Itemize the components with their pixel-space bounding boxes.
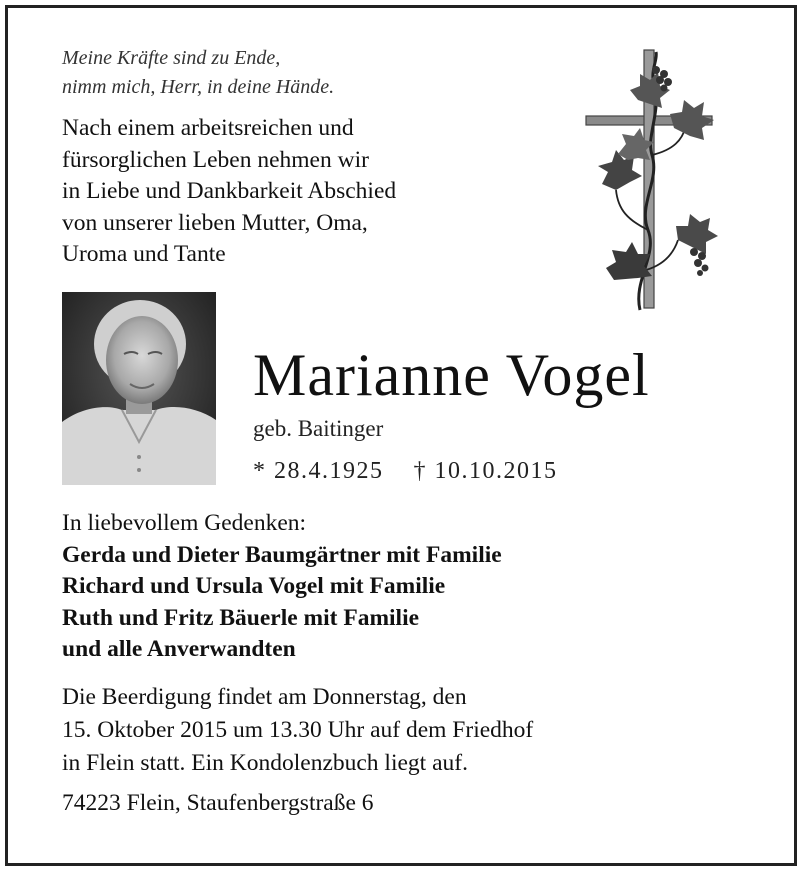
life-dates: [253, 458, 558, 485]
funeral-line: Die Beerdigung findet am Donnerstag, den: [62, 684, 467, 710]
intro-line: fürsorglichen Leben nehmen wir: [62, 146, 369, 173]
verse-line: Meine Kräfte sind zu Ende,: [62, 47, 281, 69]
mourner-line: Richard und Ursula Vogel mit Familie: [62, 573, 446, 599]
maiden-name: geb. Baitinger: [253, 416, 384, 441]
verse-line: nimm mich, Herr, in deine Hände.: [62, 76, 335, 98]
death-date: † 10.10.2015: [413, 458, 558, 484]
portrait-photo: [62, 292, 216, 485]
intro-line: von unserer lieben Mutter, Oma,: [62, 209, 368, 236]
funeral-info: [62, 681, 533, 780]
birth-date: * 28.4.1925: [253, 458, 384, 484]
mourners: [62, 508, 502, 666]
funeral-line: in Flein statt. Ein Kondolenzbuch liegt auf.: [62, 750, 468, 776]
funeral-line: 15. Oktober 2015 um 13.30 Uhr auf dem Friedhof: [62, 717, 534, 743]
intro-text: [62, 113, 396, 271]
address: 74223 Flein, Staufenbergstraße 6: [62, 790, 374, 816]
intro-line: Uroma und Tante: [62, 241, 226, 267]
cross-with-vine-icon: [578, 40, 718, 320]
intro-line: Nach einem arbeitsreichen und: [62, 115, 354, 141]
mourner-line: und alle Anverwandten: [62, 636, 296, 662]
mourner-line: Ruth und Fritz Bäuerle mit Familie: [62, 604, 420, 631]
mourner-line: Gerda und Dieter Baumgärtner mit Familie: [62, 541, 502, 568]
intro-line: in Liebe und Dankbarkeit Abschied: [62, 178, 397, 204]
verse: [62, 44, 334, 102]
deceased-name: Marianne Vogel: [253, 342, 650, 408]
mourners-heading: In liebevollem Gedenken:: [62, 510, 307, 536]
